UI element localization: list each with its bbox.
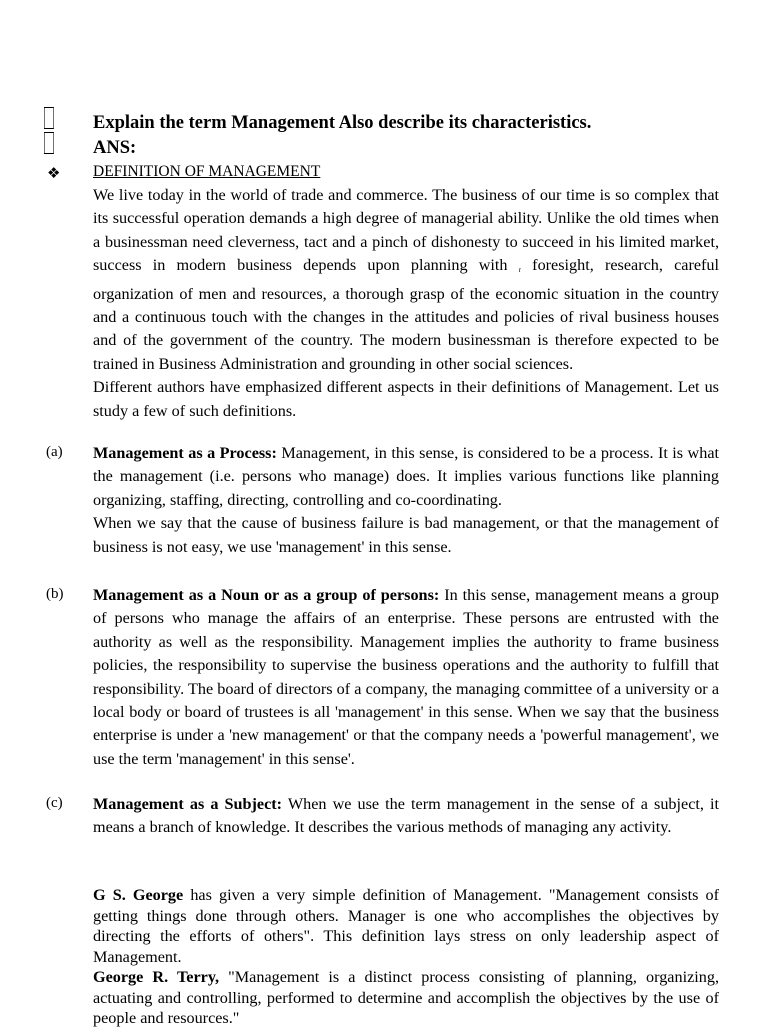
- definition-item: [93, 584, 719, 771]
- square-bullet-icon: [44, 107, 54, 129]
- item-marker: (c): [46, 795, 63, 811]
- quote-author: G S. George: [93, 886, 184, 904]
- quote-author: George R. Terry,: [93, 968, 220, 986]
- section-title-wrap: [93, 163, 719, 181]
- quote-george: [93, 885, 719, 967]
- square-bullet-icon: [44, 132, 54, 154]
- definition-item: [93, 442, 719, 559]
- intro-paragraph: [93, 184, 719, 423]
- quote-text: "Management is a distinct process consisting of planning, organizing, actuating and controlling, performed to determine and accomplish the objectives by the use of people and resources.": [93, 968, 720, 1027]
- item-title: Management as a Subject:: [93, 795, 283, 813]
- stray-mark: r: [518, 266, 522, 275]
- intro-paragraph-2: Different authors have emphasized different aspects in their definitions of Management. Let us study a few of such definitions.: [93, 378, 719, 420]
- intro-text-1: We live today in the world of trade and commerce. The business of our time is so complex that its successful operation demands a high degree of managerial ability. Unlike the old times when a businessman need cleverness, tact and a pinch of dishonesty to succeed in his limited market, success in modern business depends upon planning with: [93, 186, 719, 275]
- definition-item: [93, 793, 719, 840]
- item-text: In this sense, management means a group of persons who manage the affairs of an enterprise. These persons are entrusted with the authority as well as the responsibility. Management implies the authority to frame business policies, the responsibility to supervise the business operations and the authority to fulfill that responsibility. The board of directors of a company, the managing committee of a university or a local body or board of trustees is all 'management' in this sense. When we say that the business enterprise is under a 'new management' or that the company needs a 'powerful management', we use the term 'management' in this sense'.: [93, 586, 719, 768]
- question-heading: Explain the term Management Also describe its characteristics.: [93, 113, 592, 133]
- item-marker: (b): [46, 586, 64, 602]
- intro-text-2: foresight, research, careful organization of men and resources, a thorough grasp of the economic situation in the country and a continuous touch with the changes in the attitudes and policies of rival business houses and of the government of the country. The modern businessman is therefore expected to be trained in Business Administration and grounding in other social sciences.: [93, 256, 720, 373]
- item-extra: When we say that the cause of business failure is bad management, or that the management of business is not easy, we use 'management' in this sense.: [93, 514, 719, 556]
- quote-terry: [93, 967, 719, 1029]
- answer-label: ANS:: [93, 138, 137, 158]
- item-text: Management, in this sense, is considered to be a process. It is what the management (i.e. persons who manage) does. It implies various functions like planning organizing, staffing, directing, controlling and co-coordinating.: [93, 444, 720, 509]
- item-marker: (a): [46, 444, 63, 460]
- diamond-bullet-icon: ❖: [47, 164, 61, 182]
- section-title: DEFINITION OF MANAGEMENT: [93, 163, 321, 180]
- item-text: When we use the term management in the sense of a subject, it means a branch of knowledge. It describes the various methods of managing any activity.: [93, 795, 719, 837]
- item-title: Management as a Noun or as a group of persons:: [93, 586, 440, 604]
- quote-text: has given a very simple definition of Management. "Management consists of getting things done through others. Manager is one who accomplishes the objectives by directing the efforts of others". This definition lays stress on only leadership aspect of Management.: [93, 886, 719, 966]
- item-title: Management as a Process:: [93, 444, 277, 462]
